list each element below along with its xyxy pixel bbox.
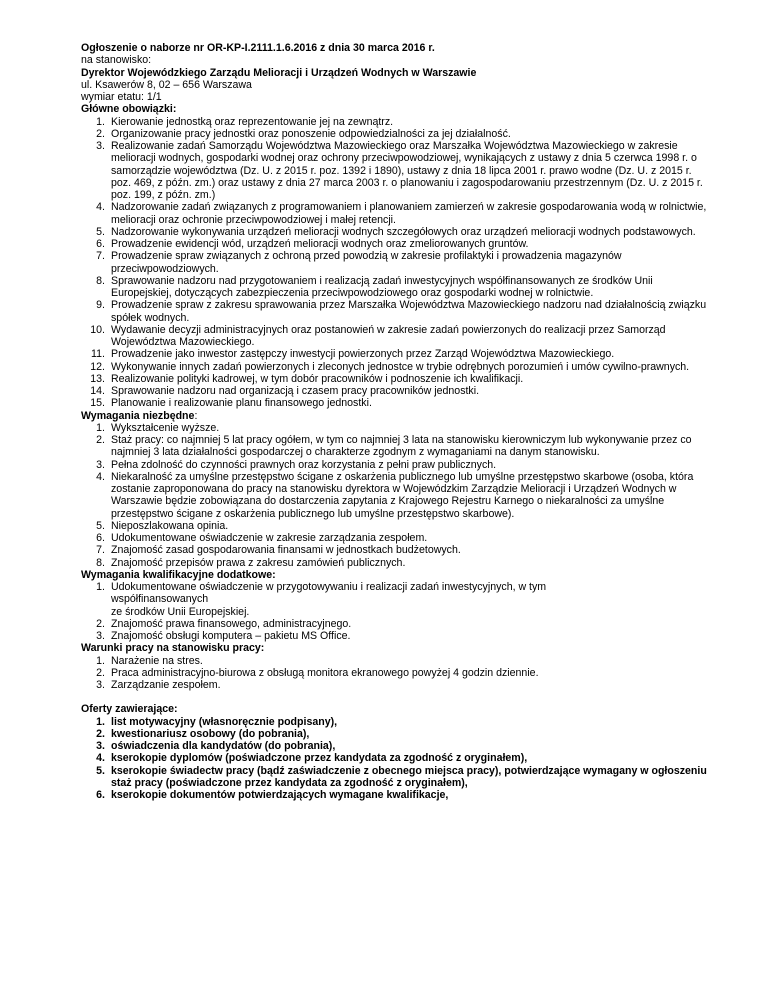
list-item: 1. Wykształcenie wyższe. — [96, 421, 220, 434]
offers-list — [81, 716, 713, 802]
offers-heading: Oferty zawierające: — [81, 703, 178, 716]
list-item: 5. Nieposzlakowana opinia. — [96, 519, 229, 532]
list-item: 10. Wydawanie decyzji administracyjnych oraz postanowień w zakresie zadań powierzonych do realizacji przez Samorząd Województwa Mazowieckiego. — [90, 323, 666, 348]
list-item: 5. kserokopie świadectw pracy (bądź zaświadczenie z obecnego miejsca pracy), potwierdzające wymagany w ogłoszeniu staż pracy (poświadczone przez kandydata za zgodność z oryginałem), — [96, 764, 707, 789]
announcement-title: Ogłoszenie o naborze nr OR-KP-I.2111.1.6.2016 z dnia 30 marca 2016 r. — [81, 42, 435, 54]
list-item: 3. Znajomość obsługi komputera – pakietu MS Office. — [96, 630, 351, 642]
conditions-heading: Warunki pracy na stanowisku pracy: — [81, 642, 265, 655]
list-item: 1. Kierowanie jednostką oraz reprezentowanie jej na zewnątrz. — [96, 115, 394, 128]
additional-list — [81, 581, 713, 642]
list-item: 4. Niekaralność za umyślne przestępstwo ścigane z oskarżenia publicznego lub umyślne przestępstwo skarbowe (osoba, która zostanie zaproponowana do pracy na stanowisku dyrektora w Wojewódzkim Zarządzie Melioracji i Urządzeń Wodnych w Warszawie będzie zobowiązana do dostarczenia zapytania z Krajowego Rejestru Karnego o niekaralności za umyślne przestępstwo ścigane z oskarżenia publicznego lub umyślne przestępstwo skarbowe). — [96, 470, 694, 520]
list-item: 1. Narażenie na stres. — [96, 654, 203, 667]
list-item: 6. kserokopie dokumentów potwierdzających wymagane kwalifikacje, — [96, 789, 449, 801]
requirements-list — [81, 422, 713, 569]
list-item: 5. Nadzorowanie wykonywania urządzeń melioracji wodnych szczegółowych oraz urządzeń melioracji wodnych podstawowych. — [96, 225, 696, 238]
duties-heading: Główne obowiązki: — [81, 103, 177, 116]
position-name: Dyrektor Wojewódzkiego Zarządu Melioracji i Urządzeń Wodnych w Warszawie — [81, 66, 477, 79]
duties-list — [81, 116, 713, 410]
list-item: 1. Udokumentowane oświadczenie w przygotowywaniu i realizacji zadań inwestycyjnych, w tym współfinansowanych ze środków Unii Europejskiej. — [96, 581, 547, 618]
list-item: 3. oświadczenia dla kandydatów (do pobrania), — [96, 740, 336, 752]
list-item: 4. kserokopie dyplomów (poświadczone przez kandydata za zgodność z oryginałem), — [96, 752, 528, 765]
additional-heading: Wymagania kwalifikacyjne dodatkowe: — [81, 568, 276, 581]
list-item: 3. Realizowanie zadań Samorządu Województwa Mazowieckiego oraz Marszałka Województwa Mazowieckiego w zakresie melioracji wodnych, gospodarki wodnej oraz ochrony przeciwpowodziowej, wynikających z ustawy z dnia 5 czerwca 1998 r. o samorządzie województwa (Dz. U. z 2015 r. poz. 1392 i 1890), ustawy z dnia 18 lipca 2001 r. prawo wodne (Dz. U. z 2015 r. poz. 469, z późn. zm.) oraz ustawy z dnia 27 marca 2003 r. o planowaniu i zagospodarowaniu przestrzennym (Dz. U. z 2015 r. poz. 199, z późn. zm.) — [96, 140, 703, 201]
list-item: 6. Prowadzenie ewidencji wód, urządzeń melioracji wodnych oraz zmeliorowanych gruntów. — [96, 238, 529, 250]
list-item: 2. kwestionariusz osobowy (do pobrania), — [96, 727, 310, 740]
list-item: 11. Prowadzenie jako inwestor zastępczy inwestycji powierzonych przez Zarząd Województwa Mazowieckiego. — [91, 348, 615, 361]
list-item: 7. Prowadzenie spraw związanych z ochroną przed powodzią w zakresie profilaktyki i prowadzenia magazynów przeciwpowodziowych. — [96, 250, 622, 275]
list-item: 1. list motywacyjny (własnoręcznie podpisany), — [96, 715, 338, 728]
list-item: 6. Udokumentowane oświadczenie w zakresie zarządzania zespołem. — [96, 532, 428, 544]
list-item: 4. Nadzorowanie zadań związanych z programowaniem i planowaniem zamierzeń w zakresie gospodarowania wodą w rolnictwie, melioracji oraz ochronie przeciwpowodziowej i małej retencji. — [96, 201, 707, 226]
list-item: 2. Staż pracy: co najmniej 5 lat pracy ogółem, w tym co najmniej 3 lata na stanowisku kierowniczym lub wykonywanie przez co najmniej 3 lata działalności gospodarczej o charakterze zgodnym z wymaganiami na danym stanowisku. — [96, 434, 692, 459]
list-item: 8. Sprawowanie nadzoru nad przygotowaniem i realizacją zadań inwestycyjnych współfinansowanych ze środków Unii Europejskiej, dotyczących zabezpieczenia przeciwpowodziowego oraz gospodarki wodnej w rolnictwie. — [96, 274, 653, 299]
list-item: 7. Znajomość zasad gospodarowania finansami w jednostkach budżetowych. — [96, 544, 461, 557]
employer-address: ul. Ksawerów 8, 02 – 656 Warszawa — [81, 78, 252, 91]
list-item: 13. Realizowanie polityki kadrowej, w tym dobór pracowników i podnoszenie ich kwalifikacji. — [90, 372, 524, 385]
position-intro: na stanowisko: — [81, 54, 152, 67]
list-item: 12. Wykonywanie innych zadań powierzonych i zleconych jednostce w trybie odrębnych porozumień i umów cywilno-prawnych. — [90, 360, 690, 373]
list-item: 15. Planowanie i realizowanie planu finansowego jednostki. — [90, 397, 372, 410]
list-item: 8. Znajomość przepisów prawa z zakresu zamówień publicznych. — [96, 556, 406, 569]
list-item: 9. Prowadzenie spraw z zakresu sprawowania przez Marszałka Województwa Mazowieckiego nadzoru nad działalnością związku spółek wodnych. — [96, 299, 707, 324]
conditions-list — [81, 655, 713, 692]
list-item: 14. Sprawowanie nadzoru nad organizacją i czasem pracy pracowników jednostki. — [90, 385, 480, 397]
list-item: 3. Pełna zdolność do czynności prawnych oraz korzystania z pełni praw publicznych. — [96, 458, 497, 471]
requirements-heading: Wymagania niezbędne: — [81, 409, 198, 422]
list-item: 3. Zarządzanie zespołem. — [96, 679, 221, 691]
announcement — [81, 42, 713, 801]
list-item: 2. Praca administracyjno-biurowa z obsługą monitora ekranowego powyżej 4 godzin dziennie. — [96, 666, 539, 679]
fte: wymiar etatu: 1/1 — [81, 91, 162, 103]
list-item: 2. Organizowanie pracy jednostki oraz ponoszenie odpowiedzialności za jej działalność. — [96, 127, 511, 140]
list-item: 2. Znajomość prawa finansowego, administracyjnego. — [96, 617, 352, 630]
